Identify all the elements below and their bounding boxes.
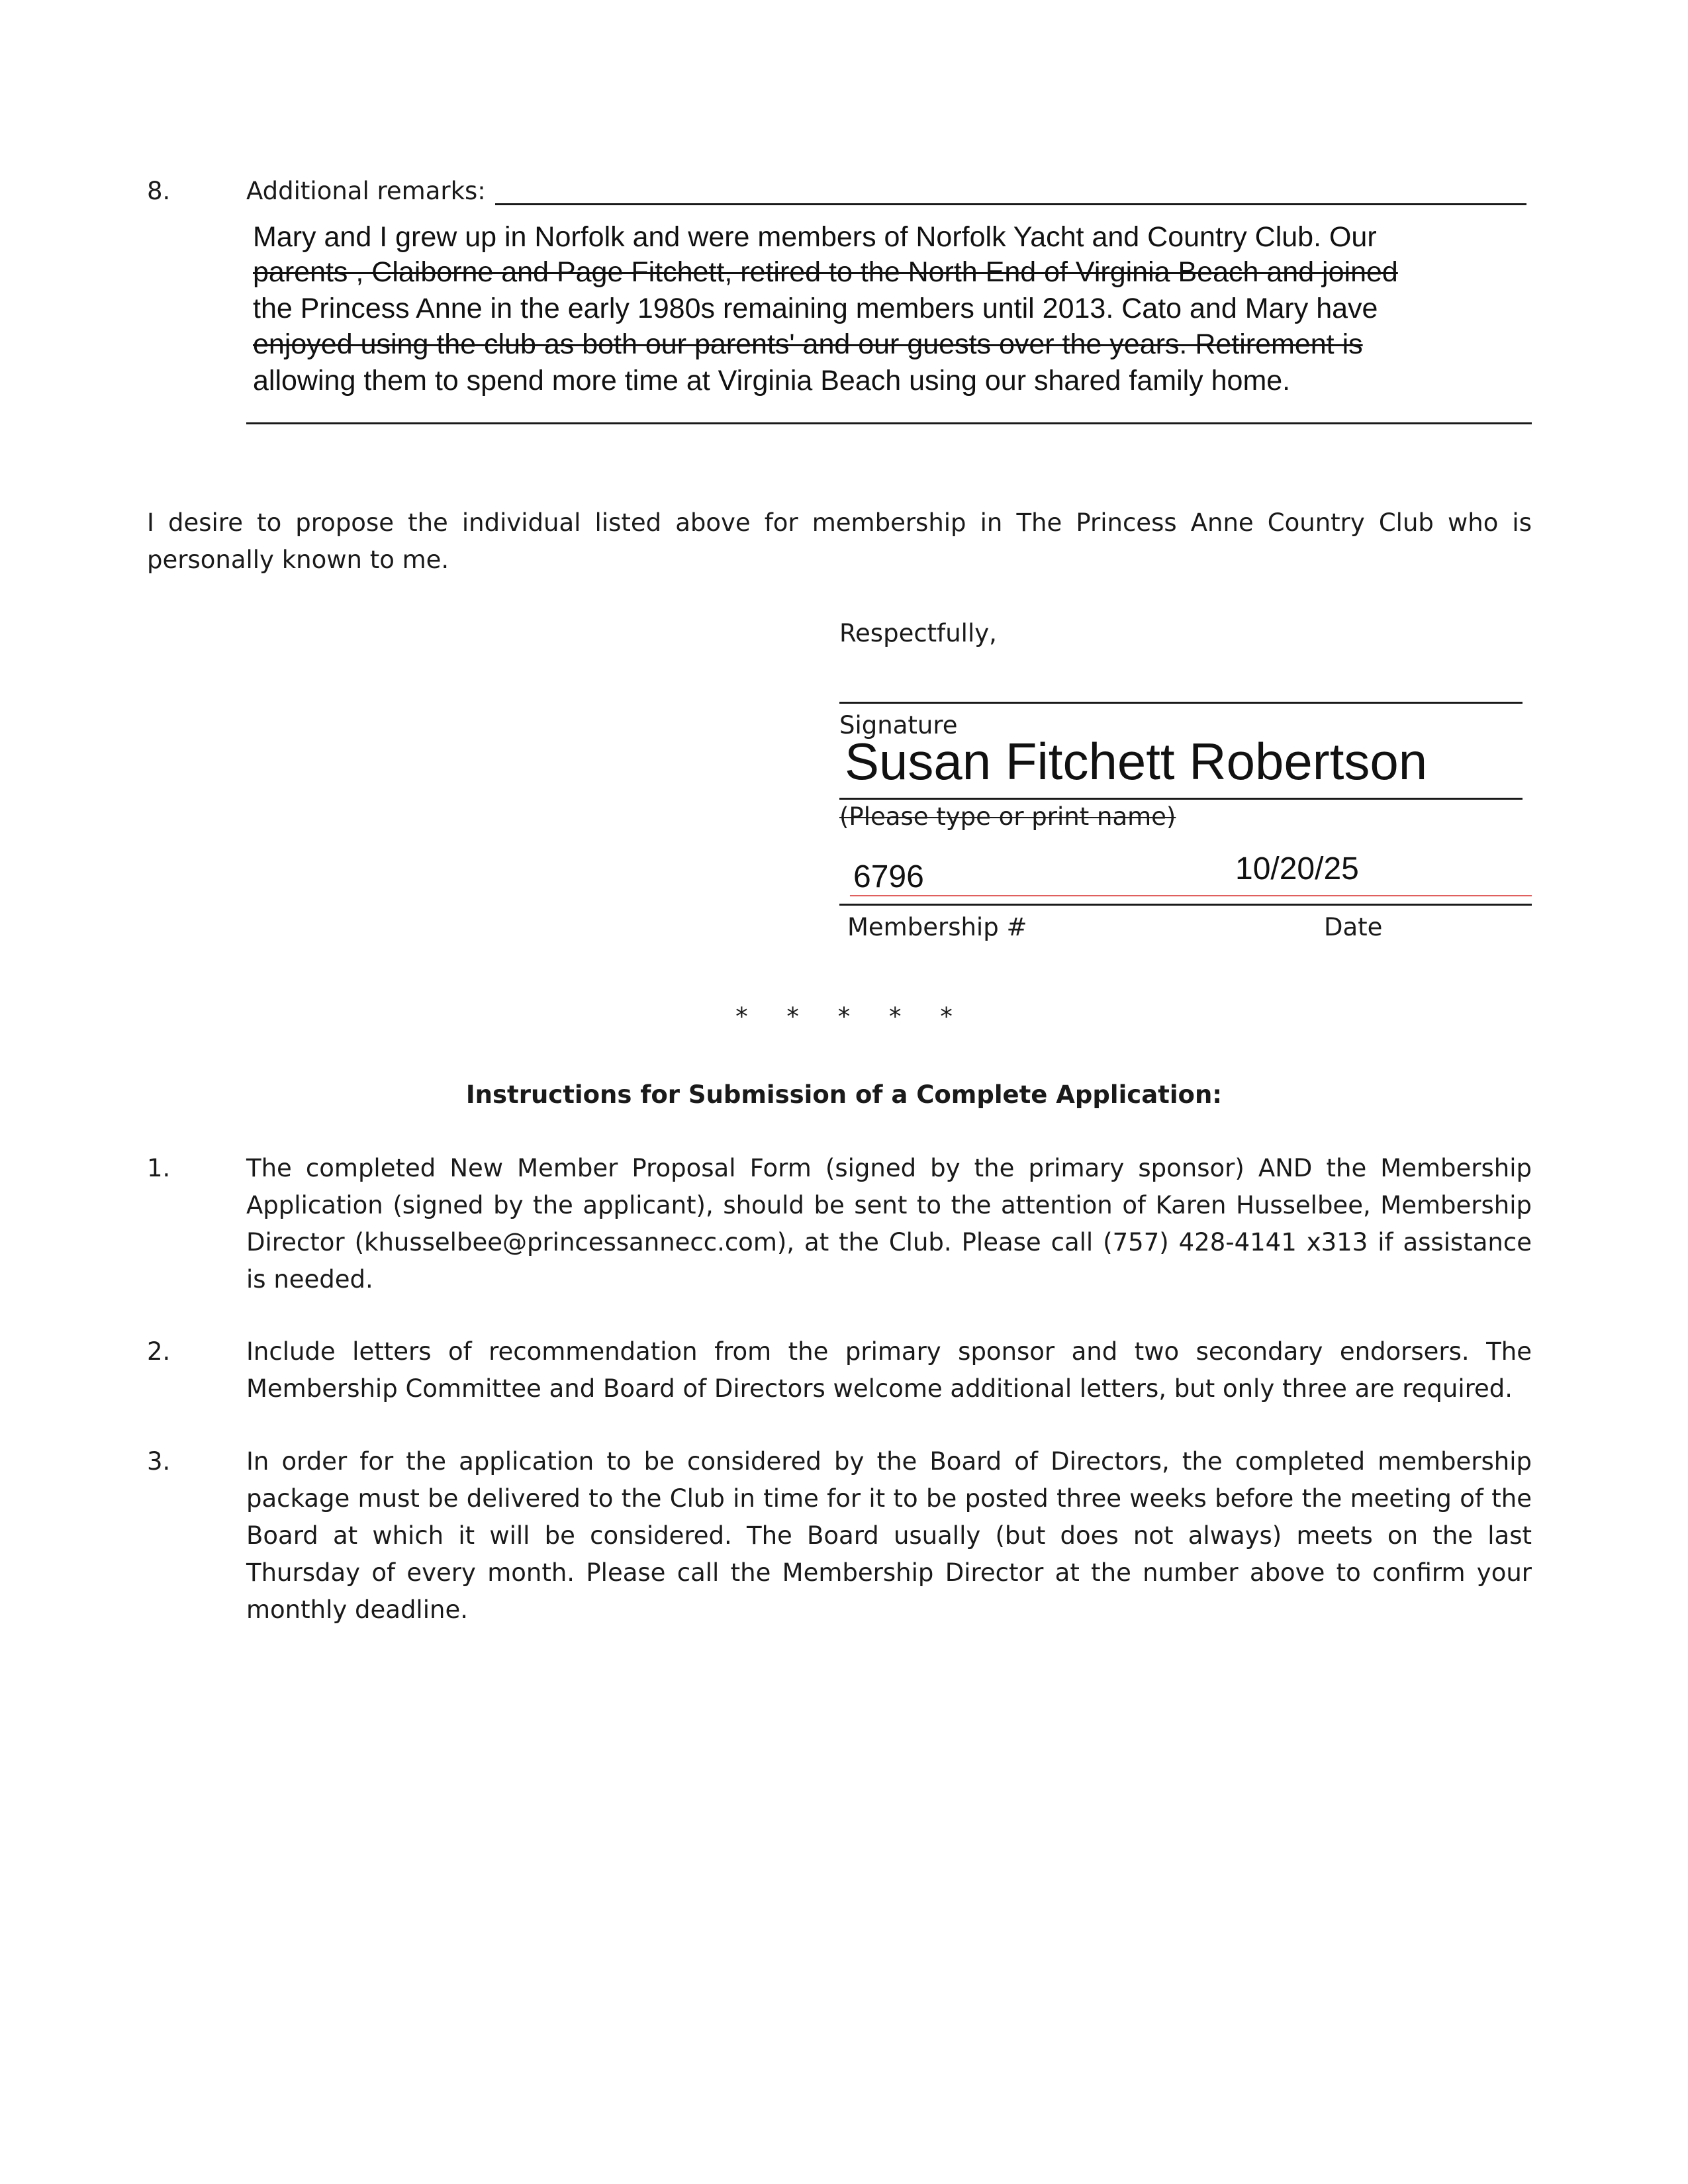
instruction-text-2: Include letters of recommendation from the primary sponsor and two secondary endorsers. The Membership Committee and Board of Directors welcome additional letters, but only three are required. xyxy=(246,1337,1532,1403)
membership-date-line xyxy=(839,904,1532,906)
field-highlight-line xyxy=(850,895,1532,896)
typed-name-field[interactable]: Susan Fitchett Robertson xyxy=(845,732,1428,790)
section-separator: * * * * * xyxy=(735,1002,953,1031)
item-number-8: 8. xyxy=(147,177,171,205)
remark-line-5: allowing them to spend more time at Virginia Beach using our shared family home. xyxy=(253,365,1291,397)
typed-name-label: (Please type or print name) xyxy=(839,802,1176,831)
remarks-bottom-line xyxy=(246,422,1532,424)
closing-text: Respectfully, xyxy=(839,619,997,647)
instruction-text-1: The completed New Member Proposal Form (signed by the primary sponsor) AND the Membership Application (signed by the applicant), should be sent to the attention of Karen Husselbee, Membership Director (khusselbee@princessannecc.com), at the Club. Please call (757) 428-4141 x313 if assistance is needed. xyxy=(246,1154,1532,1294)
date-field[interactable]: 10/20/25 xyxy=(1235,851,1359,886)
instruction-number-3: 3. xyxy=(147,1447,171,1476)
remark-line-3: the Princess Anne in the early 1980s remaining members until 2013. Cato and Mary have xyxy=(253,293,1378,324)
membership-number-field[interactable]: 6796 xyxy=(853,859,924,894)
date-label: Date xyxy=(1324,913,1383,941)
remark-line-1: Mary and I grew up in Norfolk and were members of Norfolk Yacht and Country Club. Our xyxy=(253,221,1377,253)
remark-line-2: parents , Claiborne and Page Fitchett, retired to the North End of Virginia Beach and joined xyxy=(253,256,1398,288)
signature-label: Signature xyxy=(839,711,958,739)
instruction-number-1: 1. xyxy=(147,1154,171,1182)
instruction-text-3: In order for the application to be considered by the Board of Directors, the completed membership package must be delivered to the Club in time for it to be posted three weeks before the meeting of the Board at which it will be considered. The Board usually (but does not always) meets on the last Thursday of every month. Please call the Membership Director at the number above to confirm your monthly deadline. xyxy=(246,1447,1532,1624)
remarks-label-underline xyxy=(495,203,1526,205)
remark-line-4: enjoyed using the club as both our parents' and our guests over the years. Retirement is xyxy=(253,328,1363,360)
instruction-number-2: 2. xyxy=(147,1337,171,1366)
signature-line xyxy=(839,702,1523,704)
proposal-statement: I desire to propose the individual listed above for membership in The Princess Anne Country Club who is personally known to me. xyxy=(147,508,1532,574)
membership-number-label: Membership # xyxy=(847,913,1027,941)
instructions-heading: Instructions for Submission of a Complete Application: xyxy=(465,1080,1223,1109)
additional-remarks-label: Additional remarks: xyxy=(246,177,486,205)
